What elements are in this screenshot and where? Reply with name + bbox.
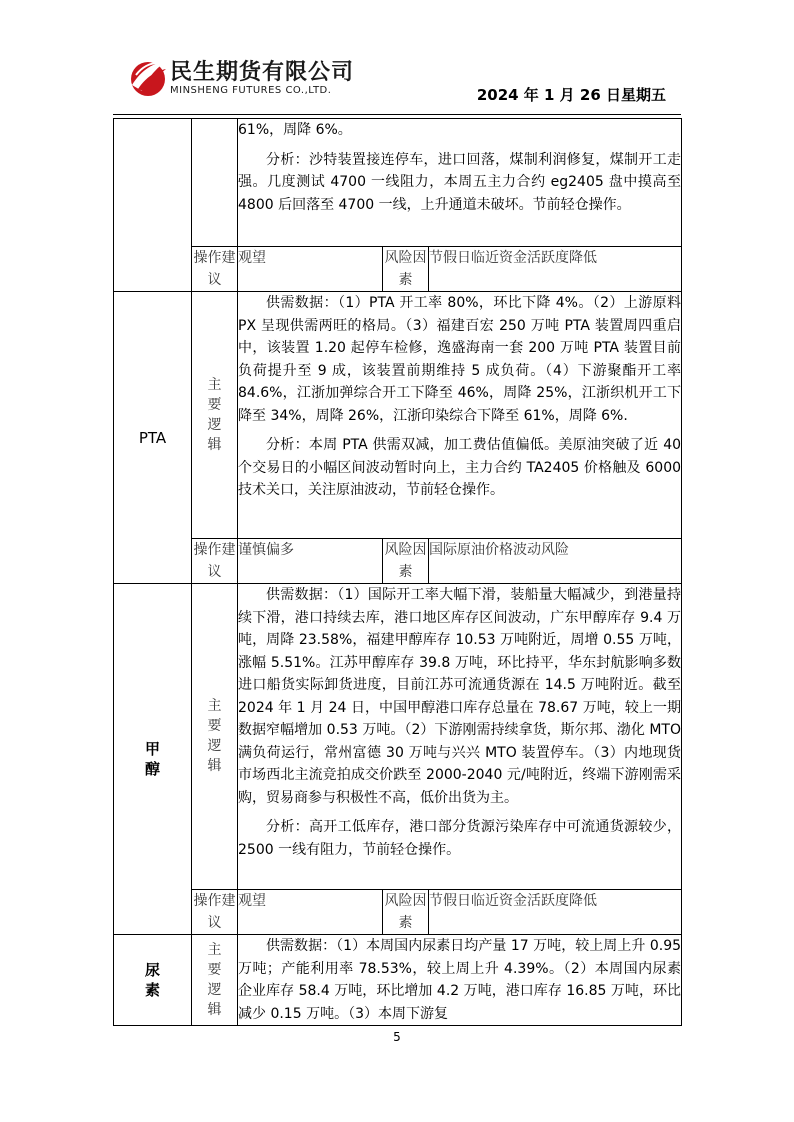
- pta-category: PTA: [114, 292, 192, 584]
- methanol-risk-label: 风险因素: [383, 890, 429, 935]
- pta-analysis: 分析：本周 PTA 供需双减，加工费估值偏低。美原油突破了近 40 个交易日的小幅区间波动暂时向上，主力合约 TA2405 价格触及 6000 技术关口，关注原油波动，节前轻仓操作。: [238, 437, 682, 498]
- methanol-supply: 供需数据：（1）国际开工率大幅下滑，装船量大幅减少，到港量持续下滑，港口持续去库，港口地区库存区间波动，广东甲醇库存 9.4 万吨，周降 23.58%，福建甲醇库存 10.53 万吨附近，周增 0.55 万吨，涨幅 5.51%。江苏甲醇库存 39.8 万吨，环比持平，华东封航影响多数进口船货实际卸货进度，目前江苏可流通货源在 14.5 万吨附近。截至 2024 年 1 月 24 日，中国甲醇港口库存总量在 78.67 万吨，较上一期数据窄幅增加 0.53 万吨。（2）下游刚需持续拿货，斯尔邦、渤化 MTO 满负荷运行，常州富德 30 万吨与兴兴 MTO 装置停车。（3）内地现货市场西北主流竞拍成交价跌至 2000-2040 元/吨附近，终端下游刚需采购，贸易商参与积极性不高，低价出货为主。: [238, 587, 682, 806]
- pta-logic-row: [114, 292, 682, 539]
- pta-risk-label: 风险因素: [383, 539, 429, 584]
- methanol-operation-row: [114, 890, 682, 935]
- eg-risk-label: 风险因素: [383, 247, 429, 292]
- urea-logic-content: [238, 935, 682, 1026]
- urea-logic-label-cell: [192, 935, 238, 1026]
- eg-operation-label: 操作建议: [192, 247, 238, 292]
- header-divider: [113, 114, 681, 115]
- methanol-category: 甲醇: [144, 740, 160, 778]
- pta-operation-label: 操作建议: [192, 539, 238, 584]
- urea-logic-row: [114, 935, 682, 1026]
- pta-supply: 供需数据：（1）PTA 开工率 80%，环比下降 4%。（2）上游原料 PX 呈现供需两旺的格局。（3）福建百宏 250 万吨 PTA 装置周四重启中，该装置 1.20 起停车检修，逸盛海南一套 200 万吨 PTA 装置目前负荷提升至 9 成，该装置前期维持 5 成负荷。（4）下游聚酯开工率 84.6%，江浙加弹综合开工下降至 46%，周降 25%，江浙织机开工下降至 34%，周降 26%，江浙印染综合下降至 61%，周降 6%.: [238, 295, 682, 424]
- methanol-logic-label-cell: [192, 584, 238, 890]
- minsheng-logo-icon: [128, 55, 168, 99]
- eg-logic-row: [114, 119, 682, 247]
- methanol-logic-content: [238, 584, 682, 890]
- urea-supply: 供需数据：（1）本周国内尿素日均产量 17 万吨，较上周上升 0.95 万吨；产能利用率 78.53%，较上周上升 4.39%。（2）本周国内尿素企业库存 58.4 万吨，环比增加 4.2 万吨，港口库存 16.85 万吨，环比减少 0.15 万吨。（3）本周下游复: [238, 938, 682, 1022]
- pta-operation-row: [114, 539, 682, 584]
- eg-supply-cont: 61%，周降 6%。: [238, 122, 352, 138]
- commodity-analysis-table: [113, 118, 682, 1026]
- eg-category-cell: [114, 119, 192, 292]
- eg-logic-content: [238, 119, 682, 247]
- methanol-operation-value: 观望: [238, 890, 383, 935]
- urea-logic-label: 主要逻辑: [207, 941, 222, 1018]
- methanol-operation-label: 操作建议: [192, 890, 238, 935]
- pta-logic-content: [238, 292, 682, 539]
- methanol-logic-row: [114, 584, 682, 890]
- company-logo: [128, 55, 368, 101]
- eg-operation-value: 观望: [238, 247, 383, 292]
- page-number: 5: [393, 1030, 401, 1044]
- eg-analysis: 分析：沙特装置接连停车，进口回落，煤制利润修复，煤制开工走强。几度测试 4700 一线阻力，本周五主力合约 eg2405 盘中摸高至 4800 后回落至 4700 一线，上升通道未破坏。节前轻仓操作。: [238, 151, 682, 213]
- company-name-cn: 民生期货有限公司: [170, 60, 355, 85]
- company-name-en: MINSHENG FUTURES CO.,LTD.: [170, 85, 332, 96]
- eg-logic-label-cell: [192, 119, 238, 247]
- methanol-category-cell: [114, 584, 192, 935]
- urea-category-cell: [114, 935, 192, 1026]
- pta-logic-label-cell: [192, 292, 238, 539]
- pta-logic-label: 主要逻辑: [207, 376, 222, 453]
- methanol-risk-value: 节假日临近资金活跃度降低: [429, 890, 682, 935]
- page-header: [0, 0, 794, 118]
- pta-operation-value: 谨慎偏多: [238, 539, 383, 584]
- report-date: 2024 年 1 月 26 日星期五: [476, 86, 666, 104]
- methanol-analysis: 分析：高开工低库存，港口部分货源污染库存中可流通货源较少，2500 一线有阻力，节前轻仓操作。: [238, 819, 682, 858]
- methanol-logic-label: 主要逻辑: [207, 698, 222, 774]
- eg-operation-row: [114, 247, 682, 292]
- eg-risk-value: 节假日临近资金活跃度降低: [429, 247, 682, 292]
- pta-risk-value: 国际原油价格波动风险: [429, 539, 682, 584]
- urea-category: 尿素: [144, 961, 160, 999]
